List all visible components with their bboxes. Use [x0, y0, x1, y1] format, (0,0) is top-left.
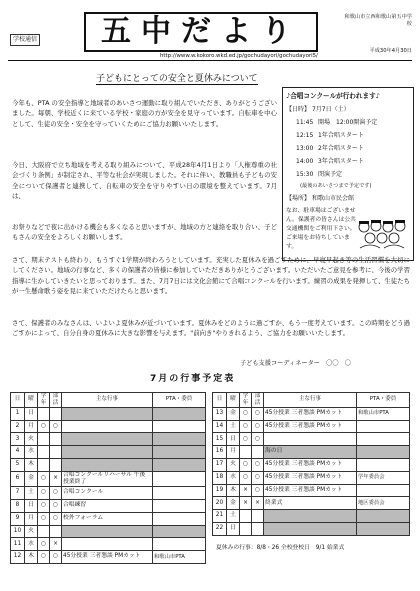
col-events: 主な行事 — [264, 393, 357, 408]
club-cell: ○ — [252, 484, 264, 497]
club-cell — [50, 446, 62, 459]
event-cell — [62, 538, 153, 551]
event-cell: 45分授業 三者懇談 PMカット — [264, 420, 357, 433]
newsletter-tag: 学校通信 — [10, 34, 40, 46]
grade-cell: × — [240, 497, 252, 510]
concert-time: 12:15 — [296, 132, 314, 139]
schedule-title: 7月の行事予定表 — [150, 374, 236, 384]
col-club: 部活 — [252, 393, 264, 408]
day-cell: 6 — [11, 471, 25, 486]
day-cell: 14 — [213, 420, 227, 433]
club-cell: ○ — [252, 420, 264, 433]
day-cell: 1 — [11, 407, 25, 420]
table-row — [11, 471, 206, 486]
concert-text: 開場 12:00開演予定 — [318, 119, 378, 126]
concert-text: 1年合唱スタート — [318, 132, 364, 139]
day-cell: 7 — [11, 487, 25, 500]
table-row — [11, 525, 206, 538]
issue-date: 平成30年4月30日 — [369, 48, 412, 54]
event-cell: 45分授業 三者懇談 PMカット — [62, 551, 153, 564]
concert-item — [296, 119, 377, 127]
event-cell: 海の日 — [264, 446, 357, 459]
weekday-cell: 水 — [227, 471, 240, 484]
weekday-cell: 月 — [25, 420, 38, 433]
concert-date-line — [286, 106, 350, 114]
col-day: 日 — [11, 393, 25, 408]
concert-note: (最後のあいさつまで予定です) — [300, 183, 372, 189]
weekday-cell: 日 — [227, 433, 240, 446]
pta-cell — [357, 484, 410, 497]
col-weekday: 曜 — [25, 393, 38, 408]
grade-cell: ○ — [38, 538, 50, 551]
club-cell — [50, 458, 62, 471]
pta-cell — [357, 420, 410, 433]
event-cell — [62, 446, 153, 459]
club-cell: ○ — [50, 500, 62, 513]
col-events: 主な行事 — [62, 393, 153, 408]
grade-cell: ○ — [240, 471, 252, 484]
club-cell: ○ — [252, 471, 264, 484]
event-cell — [62, 420, 153, 433]
table-row — [11, 500, 206, 513]
table-row — [11, 512, 206, 525]
weekday-cell: 月 — [227, 446, 240, 459]
grade-cell: ○ — [240, 407, 252, 420]
table-row — [11, 433, 206, 446]
article-paragraph: さて、期末テストも終わり、もうすぐ1学期が終わろうとしています。充実した夏休みを過ごすために、早寝早起き等の生活習慣を大切にしてください。地域の行事など、多くの保護者の皆様に参加していただきありがとうございます。いただいたご意見を参考に、今後の学習指導に生かしていきたいと思っております。また、7月7日には文化会館にて合唱コンクールを行います。練習の成果を発揮して、生徒たちが一生懸命歌う姿を見に来ていただけたらと思います。 — [12, 256, 410, 295]
col-grade: 学年 — [38, 393, 50, 408]
day-cell: 13 — [213, 407, 227, 420]
concert-item — [296, 132, 364, 140]
club-cell — [252, 522, 264, 535]
weekday-cell: 金 — [227, 407, 240, 420]
event-cell: 45分授業 三者懇談 PMカット — [264, 458, 357, 471]
pta-cell — [153, 446, 206, 459]
club-cell: ○ — [50, 512, 62, 525]
weekday-cell: 金 — [227, 497, 240, 510]
day-cell: 16 — [213, 446, 227, 459]
club-cell: ○ — [252, 433, 264, 446]
pta-cell — [153, 487, 206, 500]
table-row — [213, 458, 410, 471]
grade-cell — [240, 446, 252, 459]
concert-title: ♪合唱コンクールが行われます♪ — [286, 92, 380, 100]
event-cell — [264, 433, 357, 446]
pta-cell: 地区委員会 — [357, 497, 410, 510]
table-row — [213, 446, 410, 459]
concert-text: 2年合唱スタート — [318, 145, 364, 152]
pta-cell — [153, 538, 206, 551]
concert-date-label: 【日時】 — [286, 106, 311, 113]
table-row — [11, 407, 206, 420]
weekday-cell: 日 — [227, 522, 240, 535]
weekday-cell: 火 — [25, 525, 38, 538]
table-row — [213, 497, 410, 510]
table-row — [213, 510, 410, 523]
weekday-cell: 水 — [25, 538, 38, 551]
weekday-cell: 土 — [25, 487, 38, 500]
event-cell: 合唱コンクール — [62, 487, 153, 500]
col-pta: PTA・委員 — [153, 393, 206, 408]
club-cell: × — [50, 538, 62, 551]
article-paragraph: 今年も、PTA の安全指導と地域者のあいさつ運動に取り組んでいただき、ありがとうございました。毎朝、学校近くに来ている学校・家庭の方が安全を見守っています。自転車を中心として、生徒の安全・安全を守っていくためにご協力お願いいたします。 — [12, 99, 277, 128]
day-cell: 2 — [11, 420, 25, 433]
col-pta: PTA・委員 — [357, 393, 410, 408]
concert-time: 14:00 — [296, 158, 314, 165]
table-row — [213, 471, 410, 484]
grade-cell — [38, 458, 50, 471]
newsletter-title: 五中だより — [84, 12, 318, 52]
pta-cell — [357, 446, 410, 459]
concert-place-line — [286, 195, 354, 203]
pta-cell — [153, 458, 206, 471]
event-cell — [62, 525, 153, 538]
event-cell: 45分授業 三者懇談 PMカット — [264, 407, 357, 420]
weekday-cell: 水 — [25, 446, 38, 459]
table-row — [11, 551, 206, 564]
concert-item — [296, 158, 364, 166]
day-cell: 20 — [213, 497, 227, 510]
pta-cell — [153, 420, 206, 433]
article-signature: 子ども支援コーディネーター 〇〇 〇 — [240, 360, 351, 367]
event-cell: 合唱練習 — [62, 500, 153, 513]
table-row — [213, 420, 410, 433]
col-club: 部活 — [50, 393, 62, 408]
concert-text: 3年合唱スタート — [318, 158, 364, 165]
weekday-cell: 木 — [25, 551, 38, 564]
pta-cell — [357, 433, 410, 446]
col-day: 日 — [213, 393, 227, 408]
table-row — [11, 446, 206, 459]
day-cell: 18 — [213, 471, 227, 484]
concert-time: 11:45 — [296, 119, 314, 126]
concert-place-label: 【場所】 — [286, 195, 311, 202]
pta-cell — [153, 500, 206, 513]
club-cell — [50, 407, 62, 420]
day-cell: 21 — [213, 510, 227, 523]
grade-cell — [38, 407, 50, 420]
pta-cell — [153, 512, 206, 525]
article-title-text: 子どもにとっての安全と夏休みについて — [96, 74, 258, 84]
grade-cell — [240, 510, 252, 523]
club-cell — [50, 525, 62, 538]
table-row — [11, 458, 206, 471]
pta-cell — [153, 407, 206, 420]
event-cell — [62, 407, 153, 420]
grade-cell: × — [240, 484, 252, 497]
club-cell — [252, 446, 264, 459]
event-cell — [264, 522, 357, 535]
club-cell: ○ — [50, 420, 62, 433]
weekday-cell: 日 — [25, 407, 38, 420]
grade-cell — [38, 433, 50, 446]
day-cell: 9 — [11, 512, 25, 525]
day-cell: 19 — [213, 484, 227, 497]
grade-cell: ○ — [38, 487, 50, 500]
concert-time: 15:30 — [296, 171, 314, 178]
day-cell: 3 — [11, 433, 25, 446]
col-weekday: 曜 — [227, 393, 240, 408]
table-row — [213, 433, 410, 446]
weekday-cell: 土 — [227, 420, 240, 433]
pta-cell: 学年委員会 — [357, 471, 410, 484]
event-cell — [62, 433, 153, 446]
club-cell: ○ — [252, 407, 264, 420]
club-cell — [252, 510, 264, 523]
concert-body: なお、駐車場はございません。保護者の皆さんは公共交通機関をご利用下さい。ご来場をお待ちしています。 — [286, 208, 356, 250]
grade-cell — [38, 525, 50, 538]
article-paragraph: 今日、大阪府で立ち地域を考える取り組みについて、平成28年4月1日より「人権尊重の社会づくり条例」が制定され、平等な社会が実現しました。それに伴い、教職員も子どもの安全について保護者と連携して、自転車の安全を守りやすい日の環境を整えています。7月は、 — [12, 161, 277, 200]
schedule-table-right — [212, 392, 410, 536]
grade-cell: ○ — [240, 458, 252, 471]
grade-cell — [38, 446, 50, 459]
grade-cell: ○ — [240, 420, 252, 433]
event-cell: 45分授業 三者懇談 PMカット — [264, 484, 357, 497]
concert-text: 閉演予定 — [318, 171, 343, 178]
day-cell: 8 — [11, 500, 25, 513]
day-cell: 5 — [11, 458, 25, 471]
children-singing-illustration — [356, 218, 408, 250]
grade-cell: ○ — [240, 433, 252, 446]
club-cell — [50, 433, 62, 446]
grade-cell: ○ — [38, 551, 50, 564]
pta-cell: 和歌山市PTA — [357, 407, 410, 420]
pta-cell — [357, 458, 410, 471]
grade-cell — [240, 522, 252, 535]
schedule-table-left — [10, 392, 206, 564]
article-paragraph: お祭りなどで夜に出かける機会も多くなると思いますが、地域の方と連絡を取り合い、子どもさんの安全をよろしくお願いします。 — [12, 223, 277, 242]
pta-cell: 和歌山市PTA — [153, 551, 206, 564]
pta-cell — [357, 522, 410, 535]
article-title — [96, 74, 376, 85]
concert-date: 7月7日（土） — [311, 106, 350, 113]
event-cell — [62, 458, 153, 471]
table-row — [213, 407, 410, 420]
pta-cell — [153, 433, 206, 446]
grade-cell: ○ — [38, 420, 50, 433]
concert-item — [296, 145, 364, 153]
event-cell: 校外フォーラム — [62, 512, 153, 525]
grade-cell: ○ — [38, 471, 50, 486]
club-cell: ○ — [50, 551, 62, 564]
event-cell — [264, 510, 357, 523]
weekday-cell: 火 — [25, 433, 38, 446]
schedule-footer: 夏休みの行事：8/8・26 全校登校日 9/1 始業式 — [216, 545, 345, 551]
day-cell: 17 — [213, 458, 227, 471]
weekday-cell: 木 — [25, 458, 38, 471]
weekday-cell: 火 — [227, 458, 240, 471]
event-cell: 終業式 — [264, 497, 357, 510]
concert-place: 和歌山市民会館 — [311, 195, 354, 202]
header-rule — [8, 60, 412, 61]
col-grade: 学年 — [240, 393, 252, 408]
day-cell: 12 — [11, 551, 25, 564]
club-cell: × — [252, 497, 264, 510]
table-row — [11, 538, 206, 551]
club-cell: ○ — [50, 487, 62, 500]
weekday-cell: 日 — [25, 500, 38, 513]
day-cell: 22 — [213, 522, 227, 535]
pta-cell — [153, 471, 206, 486]
event-cell: 45分授業 三者懇談 PMカット — [264, 471, 357, 484]
weekday-cell: 金 — [25, 471, 38, 486]
day-cell: 15 — [213, 433, 227, 446]
concert-item — [296, 171, 342, 179]
day-cell: 11 — [11, 538, 25, 551]
website-url[interactable]: http://www.w.kokoro.wkd.ed.jp/gochudayori/gochudayori5/ — [160, 53, 318, 59]
day-cell: 4 — [11, 446, 25, 459]
table-header-row — [213, 393, 410, 408]
pta-cell — [153, 525, 206, 538]
day-cell: 10 — [11, 525, 25, 538]
article-paragraph: さて、保護者のみなさんは、いよいよ夏休みが近づいています。夏休みをどのように過ごすか、もう一度考えています。この時期をどう過ごすかによって、自分自身の夏休みに大きな影響を与えます。"前向き"やりきれるよう、ご協力をお願いいたします。 — [12, 319, 410, 338]
table-row — [11, 487, 206, 500]
club-cell: ○ — [252, 458, 264, 471]
weekday-cell: 月 — [25, 512, 38, 525]
event-cell: 合唱コンクールリハーサル 午後授業終了 — [62, 471, 153, 486]
concert-time: 13:00 — [296, 145, 314, 152]
grade-cell: ○ — [38, 512, 50, 525]
pta-cell — [357, 510, 410, 523]
table-row — [11, 420, 206, 433]
weekday-cell: 土 — [227, 510, 240, 523]
table-row — [213, 522, 410, 535]
school-name: 和歌山市立西和歌山第五中学校 — [344, 14, 412, 27]
club-cell: × — [50, 471, 62, 486]
grade-cell: ○ — [38, 500, 50, 513]
weekday-cell: 木 — [227, 484, 240, 497]
table-row — [213, 484, 410, 497]
table-header-row — [11, 393, 206, 408]
